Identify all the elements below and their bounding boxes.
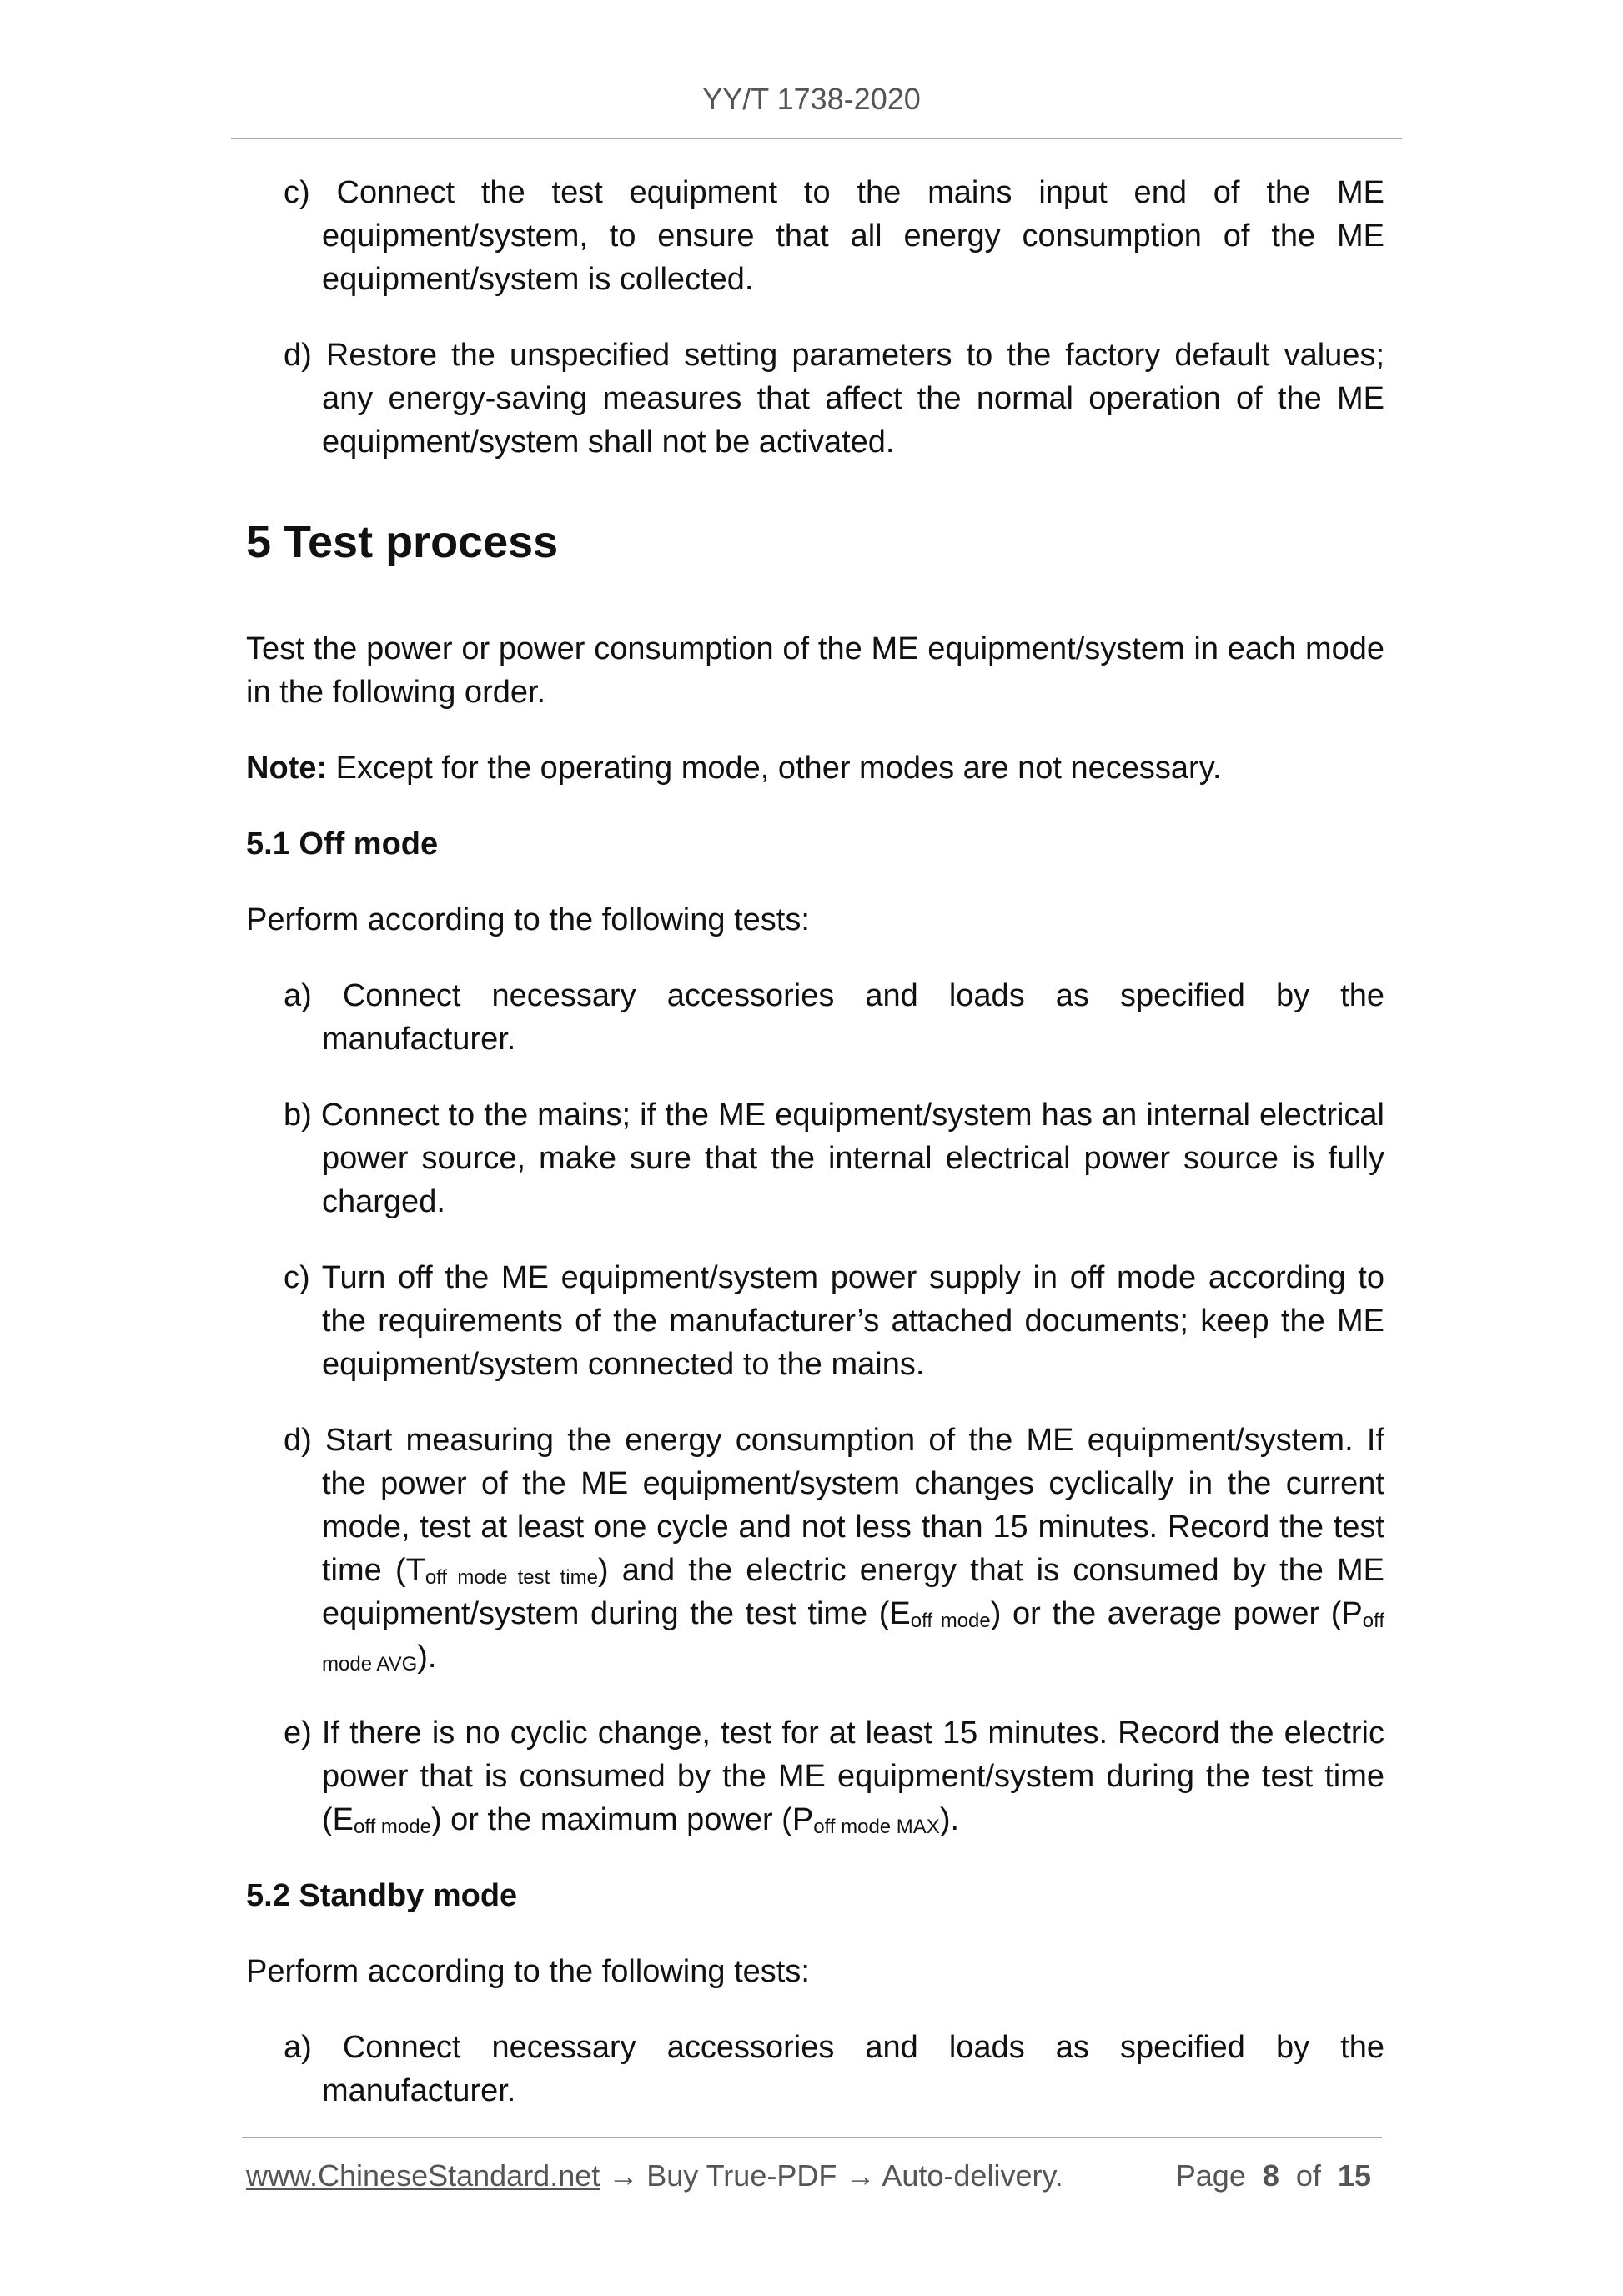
page-number: 8: [1262, 2158, 1279, 2193]
item-text: Connect necessary accessories and loads as specified by the manufacturer.: [322, 978, 1384, 1057]
header-divider: [231, 138, 1402, 139]
subsection-intro: Perform according to the following tests:: [246, 1954, 810, 1989]
subsection-intro: Perform according to the following tests:: [246, 902, 810, 937]
subsection-heading-standby-mode: 5.2 Standby mode: [246, 1878, 518, 1913]
item-label: c): [284, 175, 310, 210]
subscript: off mode: [354, 1816, 431, 1838]
list-item-c: [284, 171, 1384, 301]
note: [246, 746, 1384, 790]
item-text: ) or the average power (P: [990, 1596, 1363, 1631]
item-text: Connect necessary accessories and loads as specified by the manufacturer.: [322, 2030, 1384, 2108]
item-text: Turn off the ME equipment/system power supply in off mode according to the requirements of the manufacturer’s attached documents; keep the ME equipment/system connected to the mains.: [321, 1260, 1384, 1382]
item-text: ).: [939, 1802, 960, 1837]
note-text: Except for the operating mode, other modes are not necessary.: [327, 751, 1222, 786]
item-label: d): [284, 1423, 312, 1458]
section-heading: 5 Test process: [246, 517, 559, 567]
of-word: of: [1295, 2158, 1321, 2193]
item-label: a): [284, 2030, 312, 2065]
item-label: a): [284, 978, 312, 1013]
page-indicator: [1176, 2156, 1371, 2196]
subscript: off mode MAX: [813, 1816, 940, 1838]
subscript: off mode AVG: [322, 1610, 1384, 1676]
list-item-d: [284, 334, 1384, 464]
item-label: c): [284, 1260, 310, 1295]
item-text: Restore the unspecified setting parameters to the factory default values; any energy-saving measures that affect the normal operation of the ME equipment/system shall not be activated.: [322, 338, 1384, 460]
buy-text: Buy True-PDF: [646, 2158, 837, 2193]
subsection-heading-off-mode: 5.1 Off mode: [246, 826, 439, 862]
document-id: YY/T 1738-2020: [702, 82, 921, 116]
footer-divider: [242, 2137, 1382, 2138]
item-label: b): [284, 1098, 312, 1133]
arrow-icon: →: [600, 2158, 647, 2193]
subscript: off mode: [910, 1610, 991, 1632]
item-text: If there is no cyclic change, test for at least 15 minutes. Record the electric power that is consumed by the ME equipment/system during the test time (E: [321, 1716, 1384, 1837]
item-text: Start measuring the energy consumption of the ME equipment/system. If the power of the ME equipment/system changes cyclically in the current mode, test at least one cycle and not less than 15 minutes. Record the test time (T: [322, 1423, 1384, 1588]
item-text: ) or the maximum power (P: [430, 1802, 814, 1837]
item-text: Connect the test equipment to the mains input end of the ME equipment/system, to ensure that all energy consumption of the ME equipment/system is collected.: [322, 175, 1384, 297]
page-footer: [246, 2156, 1384, 2196]
note-label: Note:: [246, 751, 328, 786]
item-text: ) and the electric energy that is consumed by the ME equipment/system during the test time (E: [322, 1553, 1384, 1631]
list-item-a: [284, 974, 1384, 1061]
page-total: 15: [1337, 2158, 1371, 2193]
arrow-icon: →: [837, 2158, 882, 2193]
website-link[interactable]: www.ChineseStandard.net: [246, 2158, 600, 2193]
list-item-e: [284, 1711, 1384, 1841]
list-item-c: [284, 1256, 1384, 1386]
list-item-b: [284, 1093, 1384, 1223]
page-word: Page: [1175, 2158, 1246, 2193]
section-intro: Test the power or power consumption of the ME equipment/system in each mode in the following order.: [246, 631, 1384, 710]
item-text: Connect to the mains; if the ME equipment/system has an internal electrical power source, make sure that the internal electrical power source is fully charged.: [320, 1098, 1384, 1219]
subscript: off mode test time: [425, 1566, 598, 1589]
delivery-text: Auto-delivery.: [882, 2158, 1063, 2193]
item-text: ).: [417, 1640, 437, 1675]
page-content: [246, 171, 1384, 2145]
list-item-a: [284, 2026, 1384, 2113]
list-item-d: [284, 1419, 1384, 1679]
item-label: d): [284, 338, 312, 373]
item-label: e): [284, 1716, 312, 1751]
